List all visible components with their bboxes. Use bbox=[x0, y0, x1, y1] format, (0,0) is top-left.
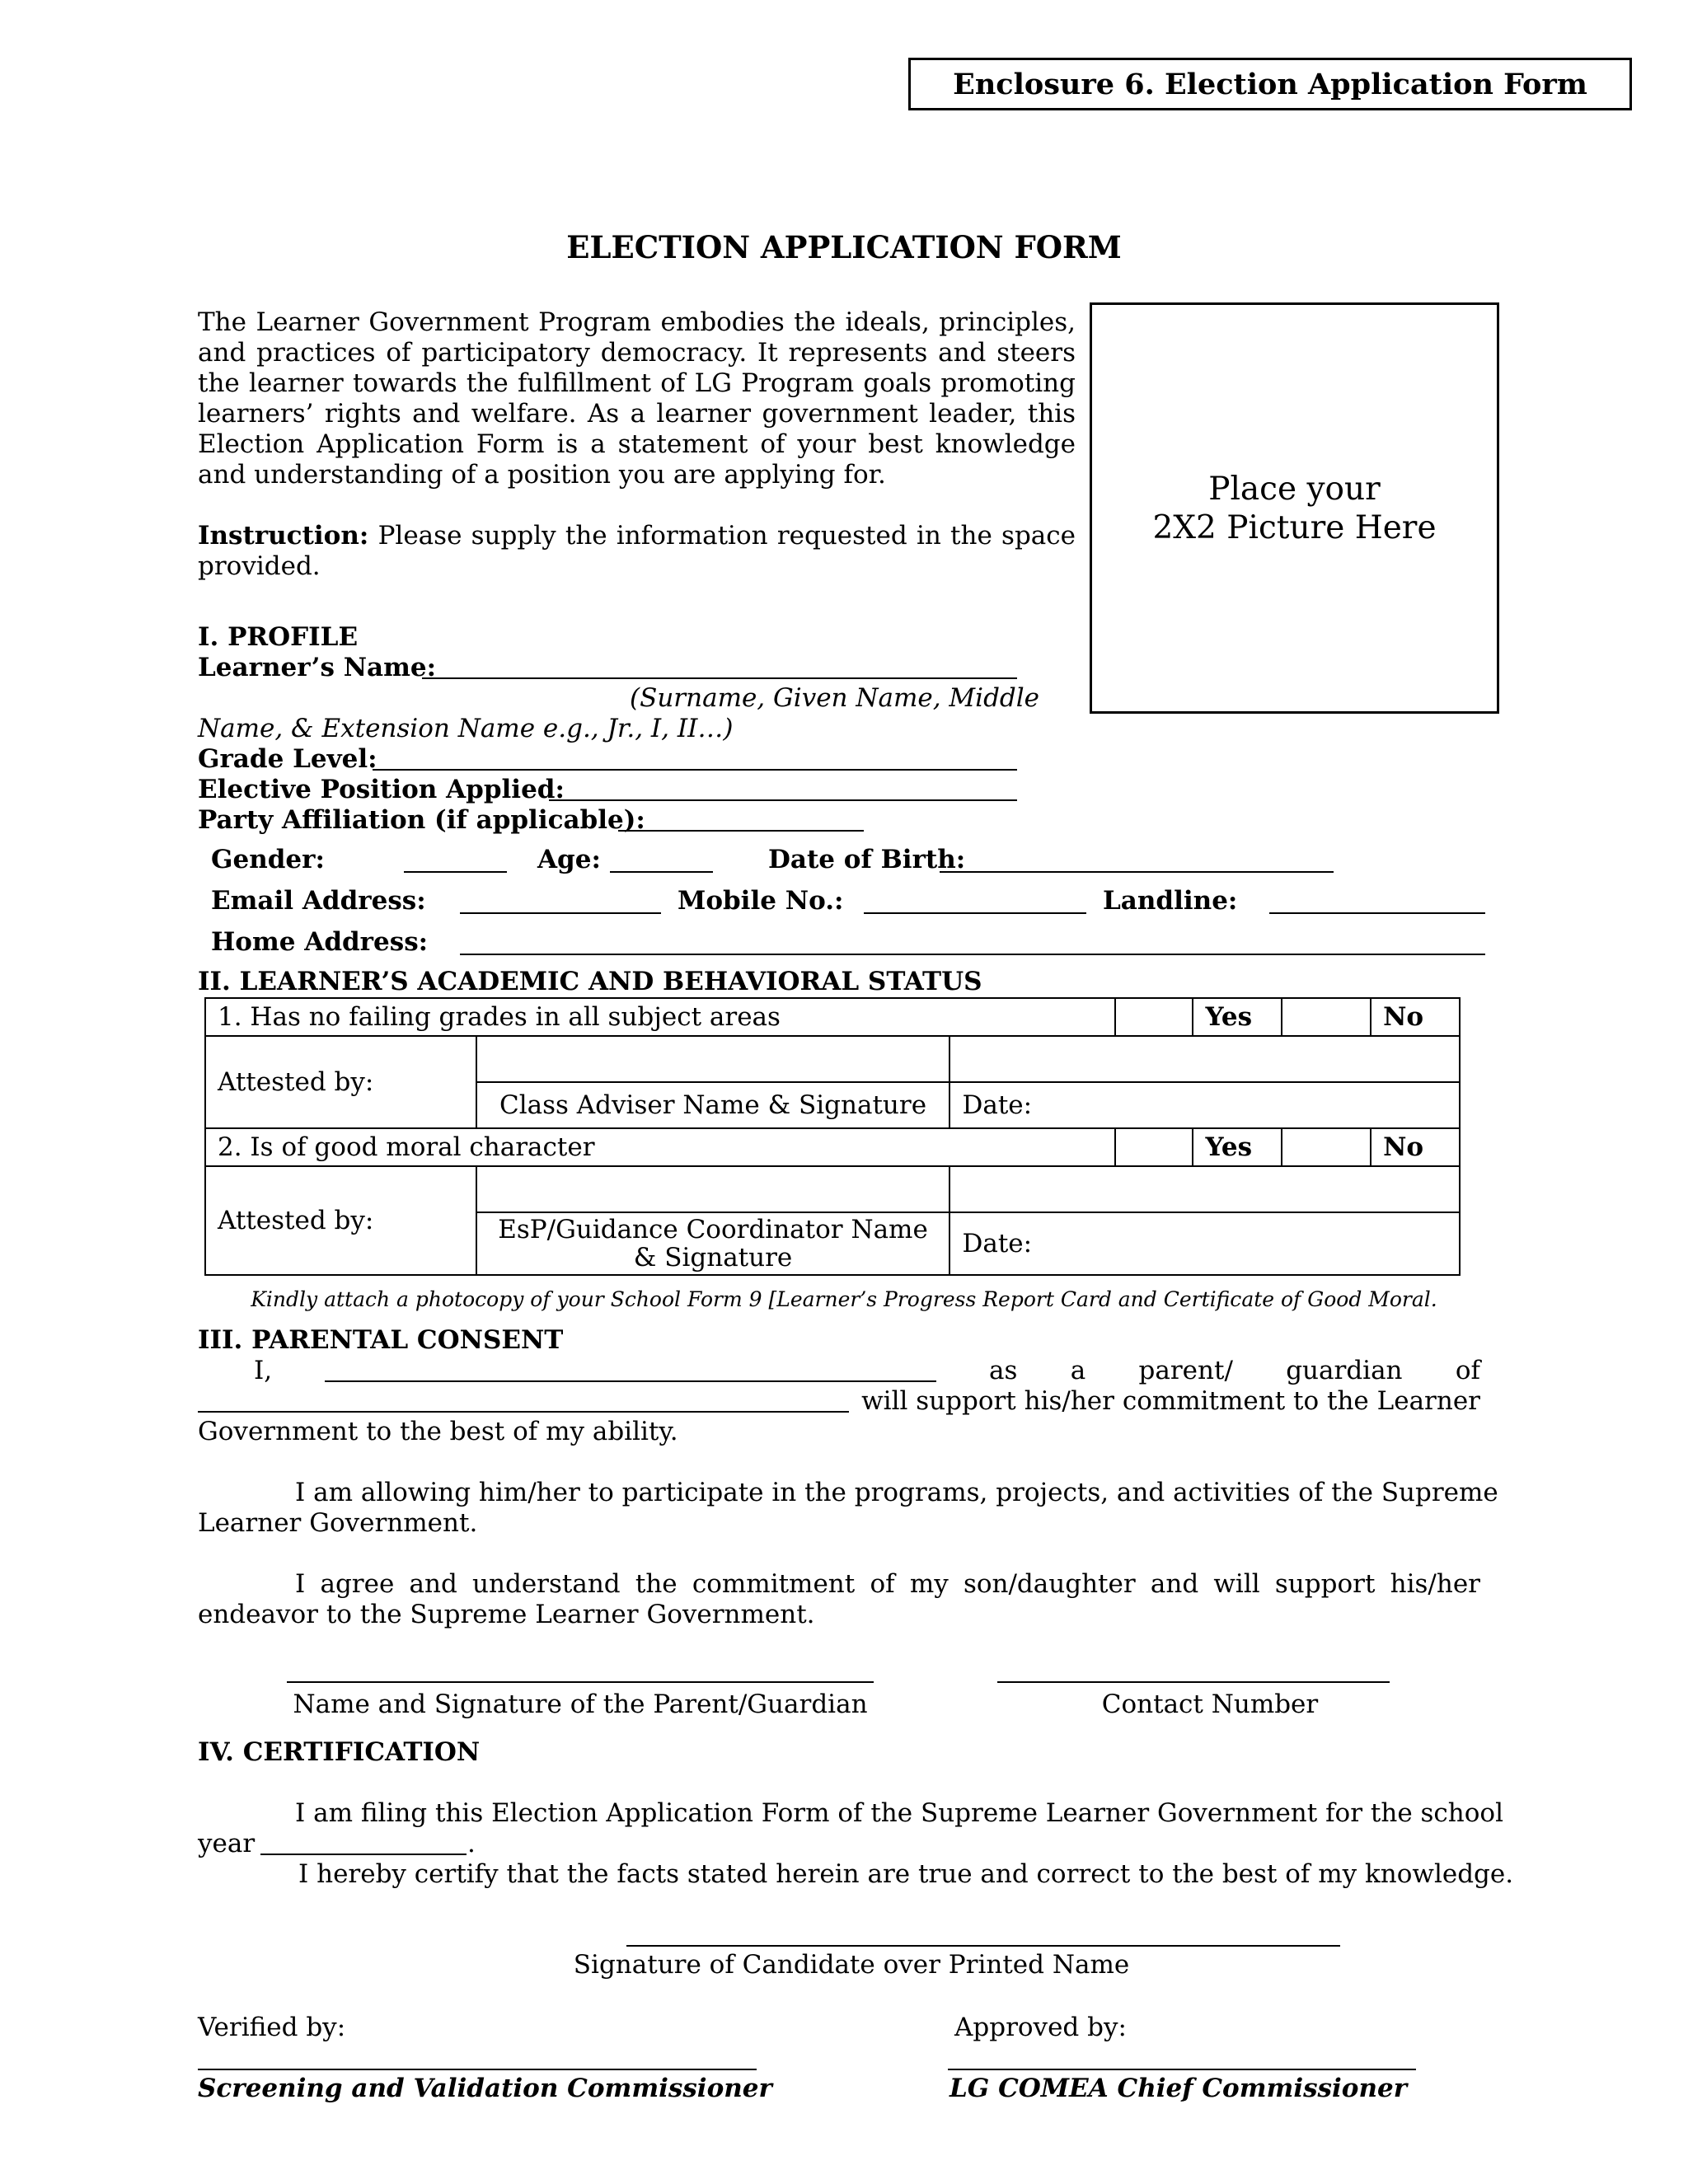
item2-yes-label: Yes bbox=[1193, 1128, 1282, 1166]
certification-certify: I hereby certify that the facts stated herein are true and correct to the best of my knowledge. bbox=[298, 1859, 1514, 1889]
learner-name-hint-1: (Surname, Given Name, Middle bbox=[630, 683, 1040, 713]
consent-allow-1: I am allowing him/her to participate in the programs, projects, and activities of the Supreme bbox=[295, 1478, 1498, 1507]
date-of-birth-field[interactable] bbox=[940, 871, 1334, 873]
photo-line2: 2X2 Picture Here bbox=[1152, 509, 1437, 546]
esp-date-label: Date: bbox=[950, 1212, 1460, 1275]
consent-agree-1: I agree and understand the commitment of my son/daughter and will support his/her bbox=[295, 1569, 1480, 1599]
contact-number-caption: Contact Number bbox=[1101, 1690, 1319, 1719]
age-field[interactable] bbox=[610, 871, 713, 873]
parent-signature-caption: Name and Signature of the Parent/Guardian bbox=[293, 1690, 868, 1719]
contact-number-field[interactable] bbox=[997, 1681, 1390, 1683]
item1-yes-box[interactable] bbox=[1115, 998, 1193, 1036]
attested-by-1: Attested by: bbox=[205, 1036, 476, 1128]
school-year-field[interactable] bbox=[260, 1854, 467, 1855]
parent-name-field[interactable] bbox=[325, 1380, 936, 1382]
grade-level-field[interactable] bbox=[373, 769, 1017, 771]
approved-by-label: Approved by: bbox=[954, 2013, 1127, 2042]
verified-by-label: Verified by: bbox=[198, 2013, 346, 2042]
elective-position-field[interactable] bbox=[549, 799, 1017, 801]
learner-name-field[interactable] bbox=[422, 677, 1017, 679]
parent-signature-field[interactable] bbox=[287, 1681, 874, 1683]
gender-label: Gender: bbox=[211, 845, 325, 874]
enclosure-label: Enclosure 6. Election Application Form bbox=[908, 58, 1632, 110]
gender-field[interactable] bbox=[404, 871, 507, 873]
esp-caption-line1: EsP/Guidance Coordinator Name bbox=[498, 1215, 928, 1244]
adviser-signature-field[interactable] bbox=[476, 1036, 950, 1082]
learner-name-hint-2: Name, & Extension Name e.g., Jr., I, II…) bbox=[198, 714, 734, 743]
item1-yes-label: Yes bbox=[1193, 998, 1282, 1036]
instruction-label: Instruction: bbox=[198, 521, 369, 551]
status-item-2: 2. Is of good moral character bbox=[205, 1128, 1115, 1166]
photo-placeholder[interactable] bbox=[1090, 302, 1499, 714]
candidate-signature-caption: Signature of Candidate over Printed Name bbox=[573, 1950, 1130, 1980]
consent-will-support: will support his/her commitment to the Learner bbox=[861, 1386, 1480, 1416]
esp-caption bbox=[476, 1212, 950, 1275]
item2-yes-box[interactable] bbox=[1115, 1128, 1193, 1166]
certification-filing: I am filing this Election Application Form of the Supreme Learner Government for the school bbox=[295, 1798, 1503, 1828]
profile-heading: I. PROFILE bbox=[198, 622, 359, 652]
mobile-field[interactable] bbox=[864, 912, 1086, 914]
age-label: Age: bbox=[537, 845, 601, 874]
grade-level-label: Grade Level: bbox=[198, 744, 377, 774]
attachment-note: Kindly attach a photocopy of your School Form 9 [Learner’s Progress Report Card and Certificate of Good Moral. bbox=[251, 1287, 1437, 1311]
home-address-field[interactable] bbox=[460, 954, 1485, 955]
comea-commissioner-caption: LG COMEA Chief Commissioner bbox=[950, 2074, 1408, 2103]
instruction-text: Please supply the information requested in the space provided. bbox=[198, 521, 1076, 581]
esp-date-field[interactable] bbox=[950, 1166, 1460, 1212]
approver-signature-field[interactable] bbox=[948, 2069, 1416, 2070]
consent-heading: III. PARENTAL CONSENT bbox=[198, 1325, 564, 1355]
adviser-caption: Class Adviser Name & Signature bbox=[476, 1082, 950, 1128]
consent-as-parent: as a parent/ guardian of bbox=[989, 1356, 1480, 1385]
adviser-date-field[interactable] bbox=[950, 1036, 1460, 1082]
item1-no-box[interactable] bbox=[1282, 998, 1371, 1036]
item2-no-box[interactable] bbox=[1282, 1128, 1371, 1166]
consent-allow-2: Learner Government. bbox=[198, 1508, 478, 1538]
learner-name-label: Learner’s Name: bbox=[198, 653, 437, 682]
party-affiliation-label: Party Affiliation (if applicable): bbox=[198, 805, 645, 835]
certification-period: . bbox=[467, 1829, 476, 1858]
adviser-date-label: Date: bbox=[950, 1082, 1460, 1128]
mobile-label: Mobile No.: bbox=[678, 886, 844, 916]
status-item-1: 1. Has no failing grades in all subject areas bbox=[205, 998, 1115, 1036]
landline-label: Landline: bbox=[1103, 886, 1238, 916]
esp-signature-field[interactable] bbox=[476, 1166, 950, 1212]
consent-agree-2: endeavor to the Supreme Learner Government. bbox=[198, 1600, 815, 1629]
attested-by-2: Attested by: bbox=[205, 1166, 476, 1275]
esp-caption-line2: & Signature bbox=[633, 1243, 793, 1272]
candidate-signature-field[interactable] bbox=[626, 1945, 1340, 1947]
email-field[interactable] bbox=[460, 912, 661, 914]
certification-heading: IV. CERTIFICATION bbox=[198, 1737, 481, 1767]
consent-i: I, bbox=[254, 1356, 273, 1385]
item2-no-label: No bbox=[1371, 1128, 1460, 1166]
status-heading: II. LEARNER’S ACADEMIC AND BEHAVIORAL STATUS bbox=[198, 967, 982, 996]
landline-field[interactable] bbox=[1269, 912, 1485, 914]
elective-position-label: Elective Position Applied: bbox=[198, 775, 565, 804]
consent-government: Government to the best of my ability. bbox=[198, 1417, 678, 1446]
date-of-birth-label: Date of Birth: bbox=[768, 845, 966, 874]
certification-year: year bbox=[198, 1829, 256, 1858]
status-table bbox=[204, 997, 1461, 1276]
photo-line1: Place your bbox=[1208, 470, 1381, 508]
home-address-label: Home Address: bbox=[211, 927, 429, 957]
intro-paragraph: The Learner Government Program embodies the ideals, principles, and practices of participatory democracy. It represents and steers the learner towards the fulfillment of LG Program goals promoting learners’ rights and welfare. As a learner government leader, this Election Application Form is a statement of your best knowledge and understanding of a position you are applying for. bbox=[198, 307, 1076, 490]
page-title: ELECTION APPLICATION FORM bbox=[566, 229, 1122, 265]
instruction-paragraph bbox=[198, 521, 1076, 582]
verifier-signature-field[interactable] bbox=[198, 2069, 757, 2070]
child-name-field[interactable] bbox=[198, 1411, 849, 1413]
party-affiliation-field[interactable] bbox=[618, 830, 864, 832]
screening-commissioner-caption: Screening and Validation Commissioner bbox=[198, 2074, 772, 2103]
email-label: Email Address: bbox=[211, 886, 426, 916]
item1-no-label: No bbox=[1371, 998, 1460, 1036]
